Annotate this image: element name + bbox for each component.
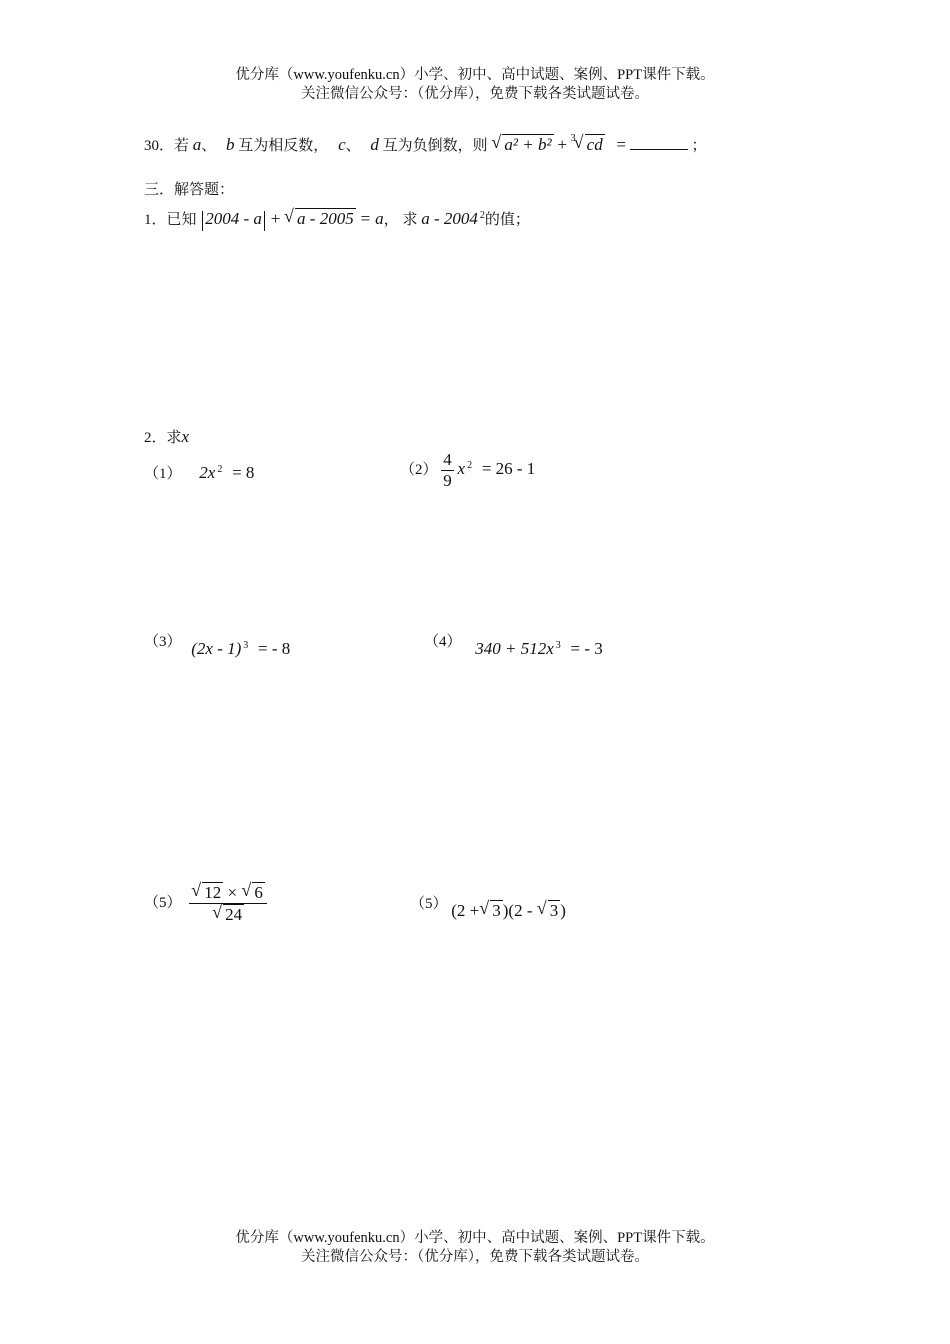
item-5b-label: （5） [410,896,448,912]
sqrt-3-second-arg: 3 [549,901,559,920]
fraction-sqrt-numerator [189,882,267,904]
cbrt-arg: cd [586,135,603,154]
q30-plus: + [557,135,567,154]
sqrt-a-2005 [284,208,356,229]
item-1 [144,462,254,483]
p1-eq-a: = a [359,209,384,228]
header-line-2: 关注微信公众号：（优分库），免费下载各类试题试卷。 [301,86,649,102]
item-5b-expr [451,901,566,920]
item-3-lhs: (2x - 1) [191,639,242,658]
item-3-label: （3） [144,634,182,650]
item-1-rhs: = 8 [232,463,255,482]
item-3 [144,630,291,658]
fraction-sqrt-denominator [210,904,246,925]
q30-ruo: 若 [174,138,190,154]
item-2-rhs: = 26 - 1 [481,458,536,478]
p1-comma: ， [383,212,399,228]
item-4-exp: 3 [555,640,561,651]
item-5a [144,882,267,925]
sqrt-a2-b2 [491,134,553,155]
q30-sep2: 、 [345,138,361,154]
item-1-label: （1） [144,466,182,482]
q30-end: ； [691,138,707,154]
sqrt-12 [191,882,223,903]
item-2-exp: 2 [467,459,473,471]
q30-sep1: 、 [201,138,217,154]
q30-number: 30． [144,138,175,154]
fraction-4-9 [441,450,454,491]
item-5b [410,892,566,920]
item-5a-label: （5） [144,894,182,911]
q30-mid1: 互为相反数， [238,138,329,154]
page-footer [0,1229,950,1267]
q30-mid2: 互为负倒数，则 [382,138,488,154]
item-5b-close: ) [560,901,566,920]
fraction-denominator: 9 [443,471,452,490]
item-2-label: （2） [400,461,438,478]
item-5b-mid: )(2 - [502,901,533,920]
question-30 [144,134,707,155]
sqrt-3-second [537,900,561,921]
sqrt-arg: a² + b² [504,135,552,154]
var-d: d [370,135,379,154]
item-1-lhs: 2x [199,463,216,482]
page-header [0,66,950,104]
item-4-rhs: = - 3 [570,639,603,658]
p1-exp: 2 [479,210,485,221]
p2-label: 2．求 [144,430,182,446]
item-4-label: （4） [424,634,462,650]
item-3-rhs: = - 8 [258,639,291,658]
item-3-exp: 3 [243,640,249,651]
header-line-1: 优分库（www.youfenku.cn）小学、初中、高中试题、案例、PPT课件下载。 [235,67,715,83]
sqrt-24 [212,904,244,925]
item-4-lhs: 340 + 512x [475,639,554,658]
p1-sqrt-arg: a - 2005 [297,209,354,228]
item-2-var: x [457,458,466,478]
sqrt-12-arg: 12 [204,883,222,902]
p1-label: 1．已知 [144,212,197,228]
var-a: a [192,135,202,154]
answer-blank[interactable] [630,135,688,150]
abs-bar-left [202,211,203,231]
abs-bar-right [264,211,265,231]
item-1-exp: 2 [217,464,223,475]
cbrt-index: 3 [570,133,576,144]
item-2 [400,450,535,491]
abs-inner: 2004 - a [205,209,262,228]
p2-var: x [181,427,190,446]
item-5b-open: (2 + [451,901,480,920]
problem-2 [144,426,189,447]
p1-qiu: 求 [402,212,418,228]
fraction-numerator: 4 [443,450,452,469]
var-c: c [338,135,346,154]
sqrt-6 [241,882,265,903]
times-sign: × [227,883,238,902]
q30-eq: = [616,135,627,154]
sqrt-3-first [479,900,503,921]
p1-tail: 的值； [484,212,530,228]
p1-expr: a - 2004 [421,209,478,228]
footer-line-1: 优分库（www.youfenku.cn）小学、初中、高中试题、案例、PPT课件下载。 [235,1230,715,1246]
cbrt-cd [574,134,605,155]
sqrt-24-arg: 24 [225,905,243,924]
var-b: b [226,135,235,154]
fraction-sqrt [189,882,267,925]
footer-line-2: 关注微信公众号：（优分库），免费下载各类试题试卷。 [301,1249,649,1265]
sqrt-3-first-arg: 3 [492,901,501,920]
section-title: 三．解答题： [144,182,235,198]
item-4 [424,630,603,658]
problem-1 [144,208,530,231]
p1-plus: + [270,209,281,228]
sqrt-6-arg: 6 [254,883,263,902]
